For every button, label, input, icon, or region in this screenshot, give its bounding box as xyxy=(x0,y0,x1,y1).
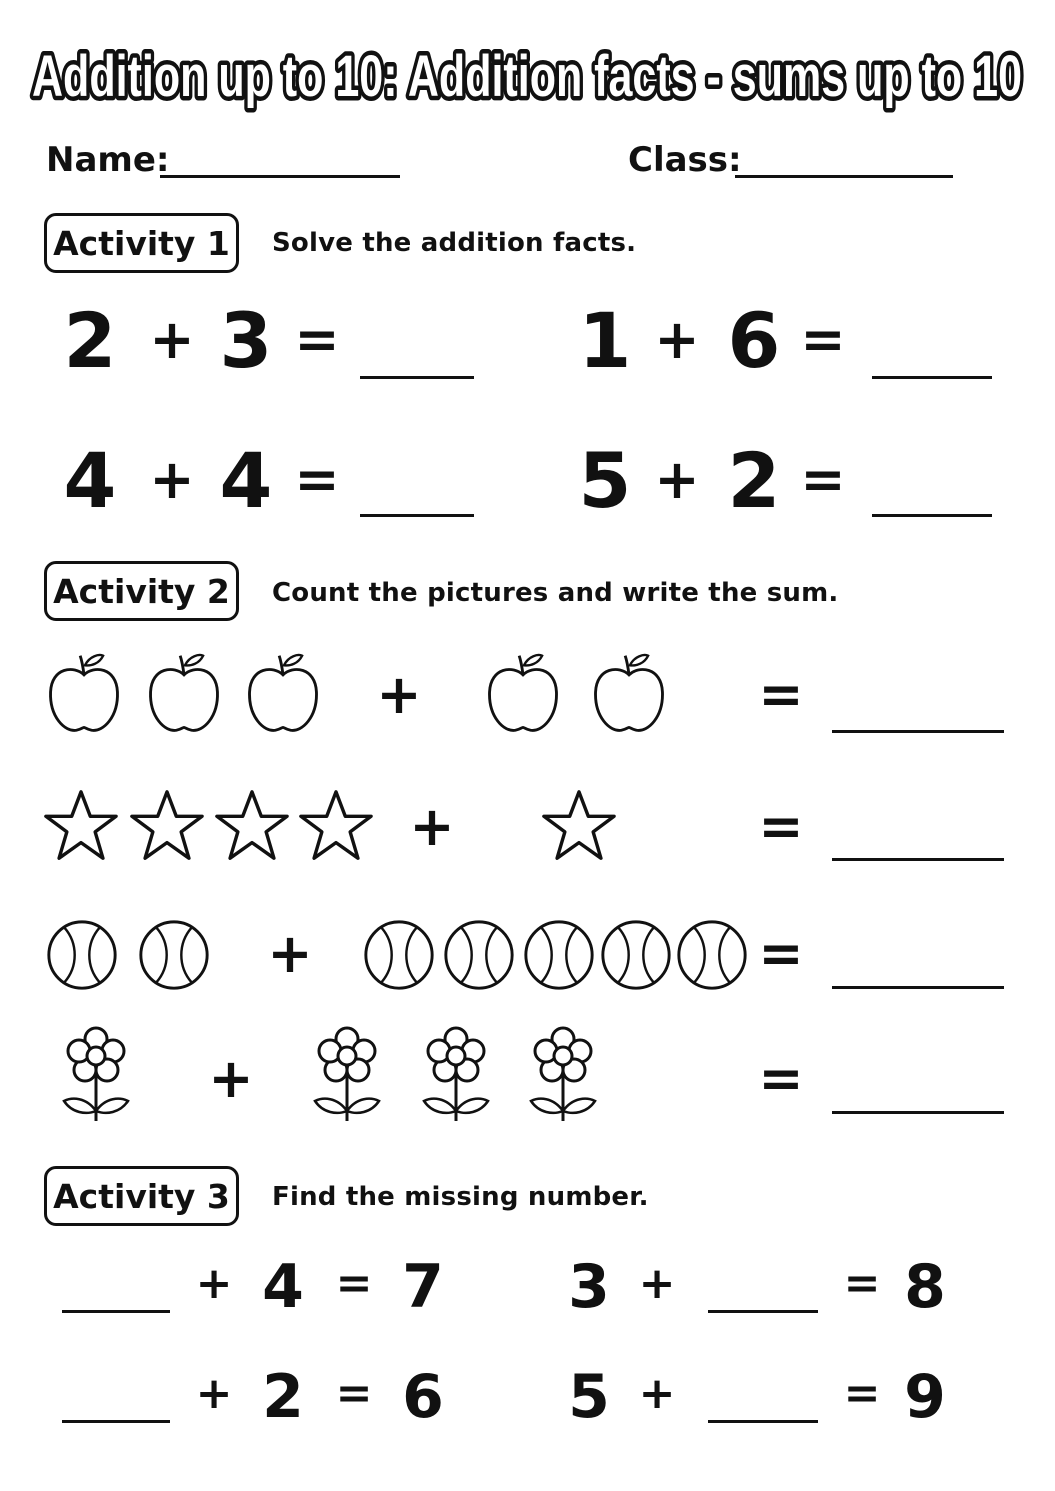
addend: 1 xyxy=(578,296,632,385)
equals-sign: = xyxy=(800,448,846,511)
plus-sign: + xyxy=(149,308,195,371)
missing-number-blank[interactable] xyxy=(708,1310,818,1313)
ball-icon xyxy=(520,916,598,994)
plus-sign: + xyxy=(376,663,422,726)
addend: 6 xyxy=(727,296,781,385)
plus-sign: + xyxy=(208,1047,254,1110)
equals-sign: = xyxy=(758,1047,804,1110)
svg-text:Addition up to 10: Addition fa: Addition up to 10: Addition facts - sums up to 10 xyxy=(32,44,1023,109)
name-field[interactable] xyxy=(160,175,400,178)
flower-icon xyxy=(416,1020,496,1130)
missing-number-blank[interactable] xyxy=(62,1310,170,1313)
flower-icon xyxy=(56,1020,136,1130)
ball-icon xyxy=(440,916,518,994)
class-field[interactable] xyxy=(735,175,953,178)
plus-sign: + xyxy=(654,448,700,511)
equals-sign: = xyxy=(800,308,846,371)
equals-sign: = xyxy=(843,1368,881,1419)
answer-blank[interactable] xyxy=(360,514,474,517)
addend: 2 xyxy=(63,296,117,385)
star-icon xyxy=(212,788,292,866)
answer-blank[interactable] xyxy=(872,376,992,379)
activity-1-instruction: Solve the addition facts. xyxy=(272,228,637,258)
plus-sign: + xyxy=(638,1258,676,1309)
star-icon xyxy=(127,788,207,866)
star-icon xyxy=(539,788,619,866)
apple-icon xyxy=(45,650,123,736)
plus-sign: + xyxy=(195,1368,233,1419)
addend: 4 xyxy=(63,436,117,525)
plus-sign: + xyxy=(409,795,455,858)
addend: 3 xyxy=(568,1252,610,1322)
apple-icon xyxy=(244,650,322,736)
class-label: Class: xyxy=(628,140,742,180)
answer-blank[interactable] xyxy=(832,986,1004,989)
plus-sign: + xyxy=(149,448,195,511)
worksheet-title xyxy=(0,14,1055,124)
equals-sign: = xyxy=(335,1258,373,1309)
addend: 5 xyxy=(568,1362,610,1432)
addend: 2 xyxy=(727,436,781,525)
star-icon xyxy=(41,788,121,866)
addend: 4 xyxy=(262,1252,304,1322)
addend: 2 xyxy=(262,1362,304,1432)
answer-blank[interactable] xyxy=(832,730,1004,733)
flower-icon xyxy=(523,1020,603,1130)
ball-icon xyxy=(360,916,438,994)
answer-blank[interactable] xyxy=(872,514,992,517)
activity-3-instruction: Find the missing number. xyxy=(272,1182,649,1212)
star-icon xyxy=(296,788,376,866)
flower-icon xyxy=(307,1020,387,1130)
sum: 8 xyxy=(904,1252,946,1322)
activity-2-label: Activity 2 xyxy=(44,561,239,621)
activity-1-label: Activity 1 xyxy=(44,213,239,273)
equals-sign: = xyxy=(843,1258,881,1309)
ball-icon xyxy=(135,916,213,994)
sum: 6 xyxy=(402,1362,444,1432)
plus-sign: + xyxy=(638,1368,676,1419)
equals-sign: = xyxy=(758,795,804,858)
missing-number-blank[interactable] xyxy=(708,1420,818,1423)
addend: 4 xyxy=(219,436,273,525)
activity-3-label: Activity 3 xyxy=(44,1166,239,1226)
apple-icon xyxy=(145,650,223,736)
ball-icon xyxy=(43,916,121,994)
equals-sign: = xyxy=(758,663,804,726)
plus-sign: + xyxy=(654,308,700,371)
plus-sign: + xyxy=(195,1258,233,1309)
answer-blank[interactable] xyxy=(360,376,474,379)
apple-icon xyxy=(484,650,562,736)
apple-icon xyxy=(590,650,668,736)
equals-sign: = xyxy=(294,448,340,511)
sum: 7 xyxy=(402,1252,444,1322)
answer-blank[interactable] xyxy=(832,1111,1004,1114)
addend: 3 xyxy=(219,296,273,385)
addend: 5 xyxy=(578,436,632,525)
equals-sign: = xyxy=(294,308,340,371)
plus-sign: + xyxy=(267,922,313,985)
ball-icon xyxy=(673,916,751,994)
name-label: Name: xyxy=(46,140,170,180)
equals-sign: = xyxy=(758,922,804,985)
sum: 9 xyxy=(904,1362,946,1432)
ball-icon xyxy=(597,916,675,994)
answer-blank[interactable] xyxy=(832,858,1004,861)
activity-2-instruction: Count the pictures and write the sum. xyxy=(272,578,839,608)
missing-number-blank[interactable] xyxy=(62,1420,170,1423)
equals-sign: = xyxy=(335,1368,373,1419)
